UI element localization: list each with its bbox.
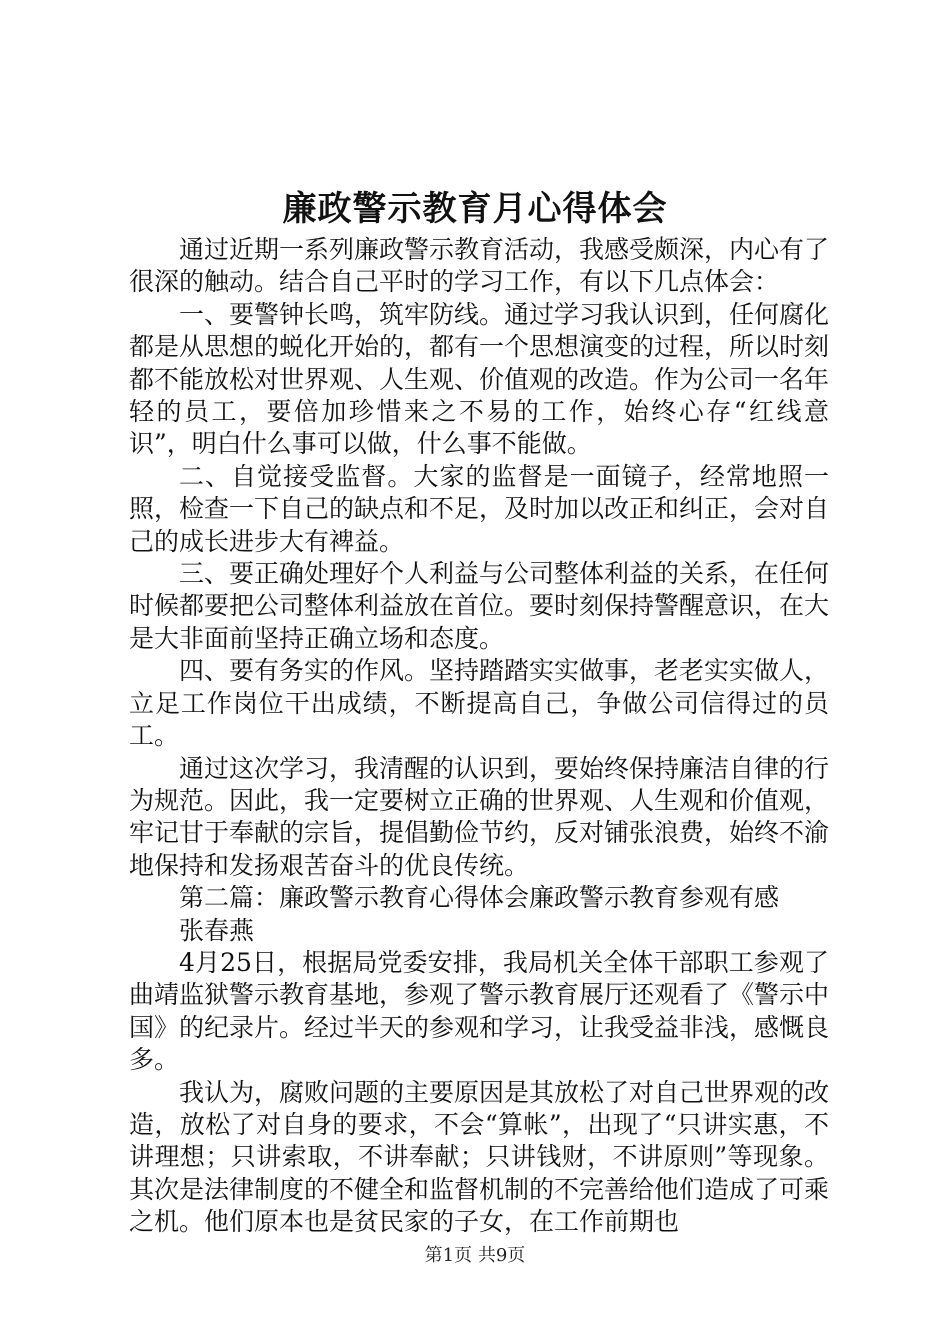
point-one-paragraph: 一、要警钟长鸣，筑牢防线。通过学习我认识到，任何腐化都是从思想的蜕化开始的，都有一个思想演变的过程，所以时刻都不能放松对世界观、人生观、价值观的改造。作为公司一名年轻的员工，要倍加珍惜来之不易的工作，始终心存“红线意识”，明白什么事可以做，什么事不能做。: [129, 299, 830, 459]
author-name: 张春燕: [179, 915, 255, 945]
intro-paragraph: 通过近期一系列廉政警示教育活动，我感受颇深，内心有了很深的触动。结合自己平时的学习工作，有以下几点体会：: [129, 235, 830, 297]
visit-paragraph: 4月25日，根据局党委安排，我局机关全体干部职工参观了曲靖监狱警示教育基地，参观了警示教育展厅还观看了《警示中国》的纪录片。经过半天的参观和学习，让我受益非浅，感慨良多。: [129, 947, 830, 1075]
point-four-paragraph: 四、要有务实的作风。坚持踏踏实实做事，老老实实做人，立足工作岗位干出成绩，不断提高自己，争做公司信得过的员工。: [129, 656, 830, 751]
point-two-paragraph: 二、自觉接受监督。大家的监督是一面镜子，经常地照一照，检查一下自己的缺点和不足，及时加以改正和纠正，会对自己的成长进步大有裨益。: [129, 461, 830, 556]
page-title: 廉政警示教育月心得体会: [282, 189, 668, 229]
document-body: [129, 234, 829, 1239]
analysis-paragraph: 我认为，腐败问题的主要原因是其放松了对自己世界观的改造，放松了对自身的要求，不会“算帐”，出现了“只讲实惠，不讲理想；只讲索取，不讲奉献；只讲钱财，不讲原则”等现象。其次是法律制度的不健全和监督机制的不完善给他们造成了可乘之机。他们原本也是贫民家的子女，在工作前期也: [129, 1077, 830, 1237]
page-footer: 第1页 共9页: [424, 1245, 526, 1266]
point-three-paragraph: 三、要正确处理好个人利益与公司整体利益的关系，在任何时候都要把公司整体利益放在首位。要时刻保持警醒意识，在大是大非面前坚持正确立场和态度。: [129, 559, 830, 653]
second-article-heading: 第二篇：廉政警示教育心得体会廉政警示教育参观有感: [179, 883, 780, 913]
conclusion-paragraph: 通过这次学习，我清醒的认识到，要始终保持廉洁自律的行为规范。因此，我一定要树立正确的世界观、人生观和价值观，牢记甘于奉献的宗旨，提倡勤俭节约，反对铺张浪费，始终不渝地保持和发扬艰苦奋斗的优良传统。: [129, 753, 830, 880]
